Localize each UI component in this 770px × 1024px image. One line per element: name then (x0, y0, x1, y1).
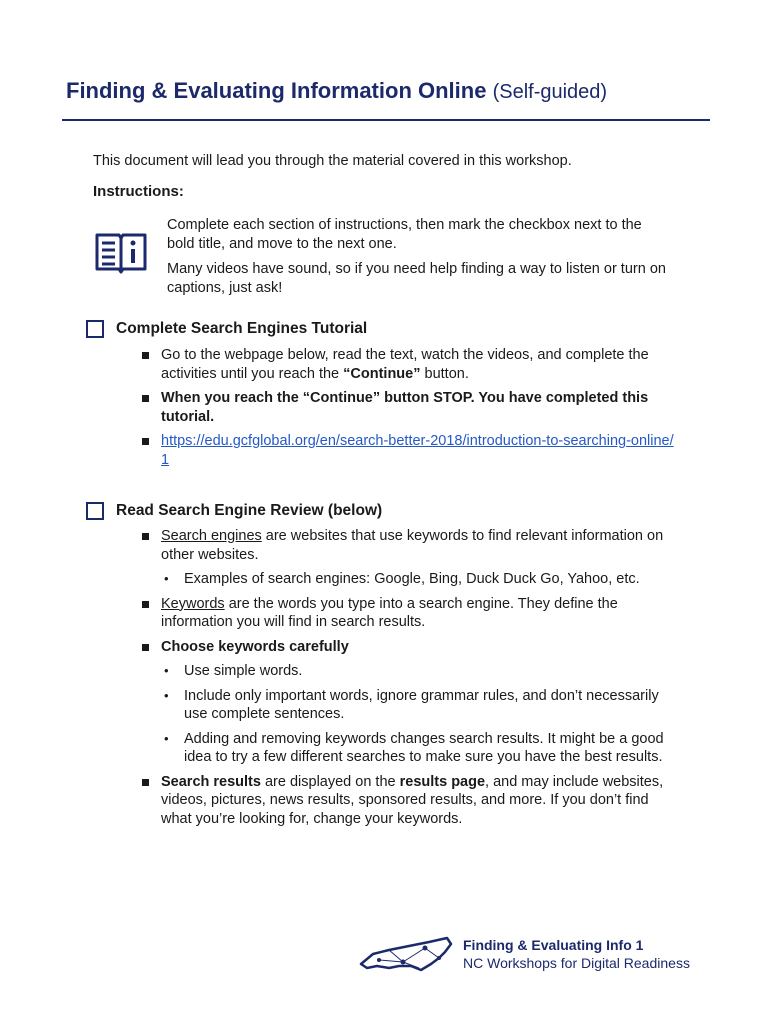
footer-title: Finding & Evaluating Info 1 (463, 937, 644, 953)
intro-text: This document will lead you through the material covered in this workshop. (93, 153, 572, 169)
section-title: Complete Search Engines Tutorial (116, 320, 368, 337)
footer-subtitle: NC Workshops for Digital Readiness (463, 955, 690, 971)
section2-list (140, 527, 680, 834)
instructions-paragraph: Complete each section of instructions, then mark the checkbox next to the bold title, and move to the next one. (167, 217, 642, 252)
list-item: Search engines are websites that use keywords to find relevant information on other websites. • Examples of search engines: Google, Bing, Duck Duck Go, Yahoo, etc. (140, 527, 680, 589)
section-search-engines-tutorial (86, 320, 367, 338)
page-subtitle: (Self-guided) (492, 81, 608, 103)
sub-list-item: • Examples of search engines: Google, Bing, Duck Duck Go, Yahoo, etc. (161, 570, 680, 589)
section-search-engine-review (86, 502, 382, 520)
sub-list-item: • Use simple words. (161, 662, 680, 681)
header-divider (62, 119, 710, 121)
list-item: Search results are displayed on the results page, and may include websites, videos, pictures, news results, sponsored results, and more. If you don’t find what you’re looking for, change your keywords. (140, 773, 680, 829)
checkbox-search-engine-review[interactable] (86, 502, 104, 520)
list-item (140, 432, 680, 469)
book-info-icon (93, 229, 149, 275)
section1-list (140, 346, 680, 475)
instructions-heading: Instructions: (93, 183, 184, 200)
instructions-body (167, 216, 667, 304)
sub-list-item: • Adding and removing keywords changes search results. It might be a good idea to try a few different searches to make sure you have the best results. (161, 730, 680, 767)
footer-text (463, 936, 690, 972)
document-header (66, 74, 710, 109)
list-item: When you reach the “Continue” button STOP. You have completed this tutorial. (140, 389, 680, 426)
instructions-paragraph: Many videos have sound, so if you need help finding a way to listen or turn on captions, just ask! (167, 261, 666, 296)
tutorial-link[interactable]: https://edu.gcfglobal.org/en/search-better-2018/introduction-to-searching-online/1 (161, 433, 674, 468)
list-item: Choose keywords carefully • Use simple words. • Include only important words, ignore grammar rules, and don’t necessarily use complete sentences. • Adding and removing keywords changes search results. It might be a good idea to try a few different searches to make sure you have the best results. (140, 638, 680, 767)
north-carolina-map-icon (359, 934, 455, 974)
list-item: Keywords are the words you type into a search engine. They define the information you will find in search results. (140, 595, 680, 632)
page-title: Finding & Evaluating Information Online (Self-guided) (66, 78, 608, 103)
page-footer (359, 934, 690, 974)
sub-list-item: • Include only important words, ignore grammar rules, and don’t necessarily use complete sentences. (161, 687, 680, 724)
checkbox-search-engines-tutorial[interactable] (86, 320, 104, 338)
list-item: Go to the webpage below, read the text, watch the videos, and complete the activities until you reach the “Continue” button. (140, 346, 680, 383)
section-title: Read Search Engine Review (below) (116, 502, 383, 519)
